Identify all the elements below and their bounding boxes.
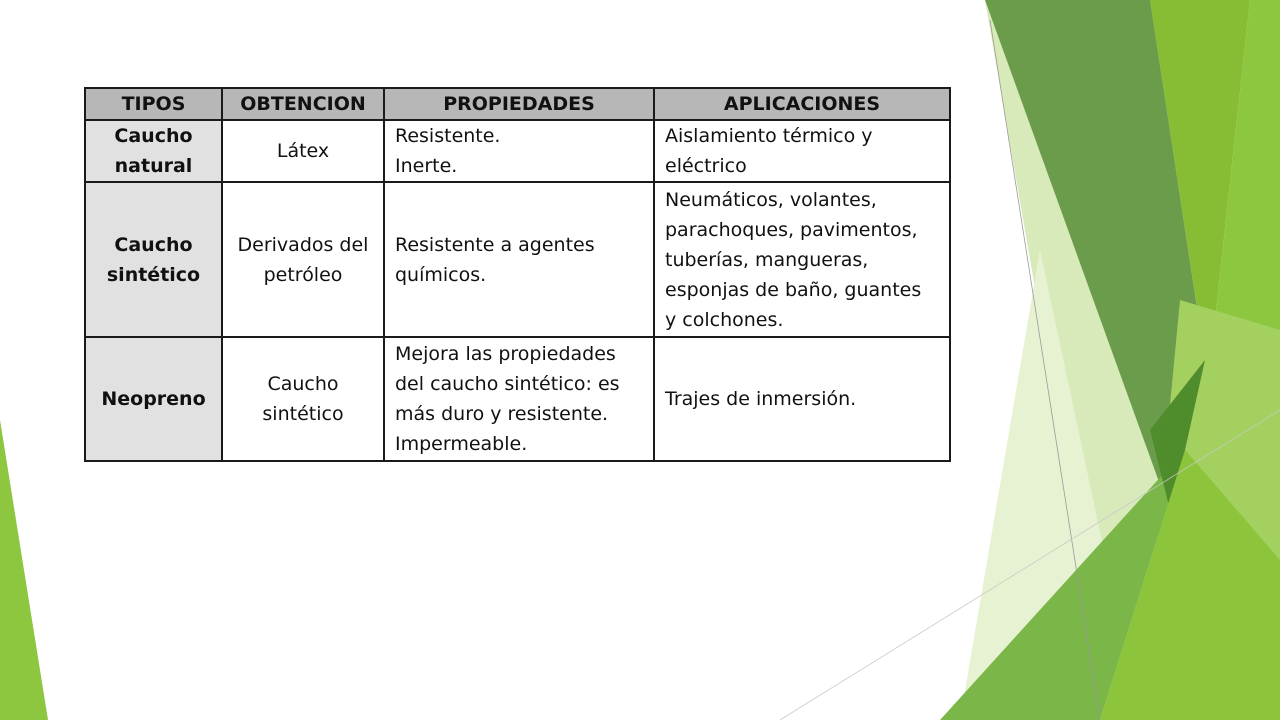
header-propiedades: PROPIEDADES bbox=[384, 88, 654, 120]
cell-propiedades: Resistente. Inerte. bbox=[384, 120, 654, 182]
cell-aplicaciones: Trajes de inmersión. bbox=[654, 337, 950, 461]
header-aplicaciones: APLICACIONES bbox=[654, 88, 950, 120]
table-row bbox=[85, 337, 950, 461]
cell-aplicaciones: Neumáticos, volantes, parachoques, pavimentos, tuberías, mangueras, esponjas de baño, guantes y colchones. bbox=[654, 182, 950, 337]
cell-aplicaciones: Aislamiento térmico y eléctrico bbox=[654, 120, 950, 182]
cell-tipo: Neopreno bbox=[85, 337, 222, 461]
header-obtencion: OBTENCION bbox=[222, 88, 384, 120]
materials-table-container bbox=[84, 87, 949, 462]
rubber-types-table bbox=[84, 87, 951, 462]
cell-obtencion: Látex bbox=[222, 120, 384, 182]
cell-obtencion: Caucho sintético bbox=[222, 337, 384, 461]
cell-obtencion: Derivados del petróleo bbox=[222, 182, 384, 337]
cell-tipo: Caucho sintético bbox=[85, 182, 222, 337]
table-header-row bbox=[85, 88, 950, 120]
cell-propiedades: Mejora las propiedades del caucho sintético: es más duro y resistente. Impermeable. bbox=[384, 337, 654, 461]
left-edge-facet bbox=[0, 420, 48, 720]
cell-propiedades: Resistente a agentes químicos. bbox=[384, 182, 654, 337]
table-row bbox=[85, 120, 950, 182]
header-tipos: TIPOS bbox=[85, 88, 222, 120]
table-row bbox=[85, 182, 950, 337]
cell-tipo: Caucho natural bbox=[85, 120, 222, 182]
